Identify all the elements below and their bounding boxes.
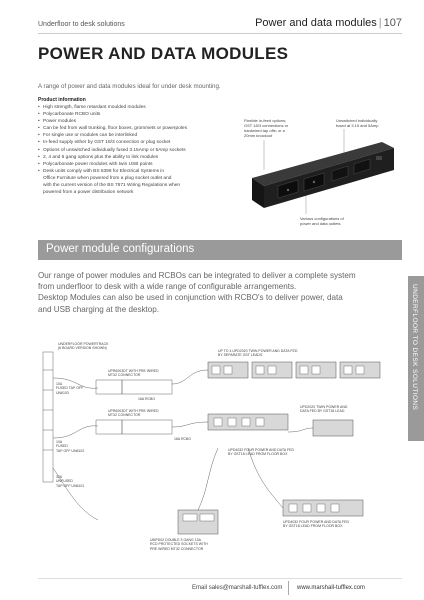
socket-face [183, 514, 197, 521]
label-rcbo-mid [108, 409, 159, 418]
callout-line-text: fused at 3.15 and 5Amp [336, 123, 379, 128]
rcbo-unit [96, 380, 122, 394]
twin-module [313, 420, 353, 436]
socket-face [256, 366, 264, 374]
callout-line-text: Unswitched individually [336, 118, 378, 123]
section-title: Power module configurations [46, 243, 195, 255]
socket-face [312, 366, 320, 374]
paragraph-line: from underfloor to desk with a wide range of configurable arrangements. [38, 282, 297, 292]
label-line: UNFUSED [56, 479, 73, 484]
rcbo-body [122, 420, 172, 434]
socket-face [331, 504, 339, 512]
socket-face [344, 366, 352, 374]
header-section: Underfloor to desk solutions [38, 21, 125, 28]
socket-pin [287, 189, 289, 191]
header-title: Power and data modules [255, 17, 377, 29]
cable [172, 370, 208, 384]
intro-text: A range of power and data modules ideal for under desk mounting. [38, 83, 221, 90]
label-rcbo-top [108, 369, 159, 378]
double-socket-module [178, 510, 218, 534]
label-line: UPD4032 FOUR POWER AND DATA FED [228, 448, 294, 452]
label-line: MT32 CONNECTOR [108, 373, 141, 378]
socket-face [214, 418, 222, 426]
page-number: 107 [383, 17, 402, 29]
label-line: UPD4032 FOUR POWER AND DATA FED [283, 520, 349, 524]
label-tapoff-3 [56, 475, 84, 488]
list-item-continuation: Office Furniture when powered from a plug socket outlet and [43, 175, 172, 181]
label-line: BY SEPARATE GST LEADS [218, 353, 263, 358]
label-line: UPR6003DT WITH PRE WIRED [108, 369, 159, 373]
product-info-heading: Product information [38, 97, 86, 103]
paragraph-line: Our range of power modules and RCBOs can be integrated to deliver a complete system [38, 271, 356, 280]
label-line: BY GST18 LEAD FROM FLOOR BOX [283, 524, 343, 529]
label-powertrack [58, 342, 109, 351]
list-item: • Polycarbonate power modules with twin USB points [38, 161, 243, 168]
list-item: • For single use or modules can be interlinked [38, 132, 243, 139]
footer-separator [288, 581, 289, 595]
label-line: PRE WIRED MT32 CONNECTOR [150, 546, 204, 551]
section-title-bar [38, 240, 402, 260]
section-description [38, 270, 402, 315]
socket-face [242, 418, 250, 426]
list-item: • In-feed supply either by GST 18/3 connection or plug socket [38, 139, 243, 146]
header-divider [38, 33, 402, 34]
socket-face [256, 418, 264, 426]
list-item-continuation: powered from a power distribution network [43, 190, 134, 196]
rcbo-body [122, 380, 172, 394]
label-line: UPD2020 TWIN POWER AND [300, 405, 348, 409]
label-twin-top [218, 349, 297, 358]
list-item: • Polycarbonate RCBO units [38, 111, 243, 118]
socket-face [228, 418, 236, 426]
callout-line-text: 20mm knockout [244, 133, 273, 138]
product-image-area [244, 110, 402, 230]
label-line: TAP OFF UN6102 [56, 448, 85, 453]
cable [288, 428, 313, 432]
label-line: UNDERFLOOR POWERTRACK [58, 342, 109, 346]
label-line: 10A [56, 440, 63, 444]
label-line: FUSED TAP OFF [56, 386, 84, 391]
side-tab-label: UNDERFLOOR TO DESK SOLUTIONS [411, 284, 418, 411]
list-item: • High strength, flame retardant moulded modules [38, 104, 243, 111]
email-link[interactable]: sales@marshall-tufflex.com [208, 585, 283, 591]
label-line: UN6103 [56, 390, 69, 395]
label-line: 10A [56, 382, 63, 386]
list-item: • 2, 4 and 6 gang options plus the ability to link modules [38, 154, 243, 161]
list-item: • Power modules [38, 118, 243, 125]
label-line: 32A [56, 475, 63, 479]
label-line: DATA FED BY GST18 LEAD [300, 409, 345, 414]
paragraph-line: Desktop Modules can also be used in conjunction with RCBO's to deliver power, data [38, 293, 343, 303]
powertrack [43, 352, 53, 482]
cable [53, 426, 98, 438]
socket-face [300, 366, 308, 374]
socket-face [356, 366, 364, 374]
label-line: UPR6003DT WITH PRE WIRED [108, 409, 159, 413]
label-four-bottom [283, 520, 349, 529]
product-info-list [38, 104, 243, 196]
usb-port [376, 156, 382, 160]
socket-face [317, 504, 325, 512]
list-item: • Desk units comply with BS 6396 for Electrical Systems in [38, 168, 243, 175]
label-double [150, 538, 208, 551]
callout-line-text: Various configurations of [300, 216, 344, 221]
footer-divider [38, 578, 402, 579]
callout-line-text: Flexible in-feed options; [244, 118, 287, 123]
label-line: FUSED [56, 444, 68, 449]
page-title: POWER AND DATA MODULES [38, 44, 289, 63]
socket-face [268, 366, 276, 374]
footer-email [192, 585, 282, 591]
label-line: (6 BOARD VERSION SHOWN) [58, 346, 107, 351]
label-tapoff-2 [56, 440, 84, 453]
list-item-continuation: with the current version of the BS 7671 Wiring Regulations when [43, 183, 181, 189]
email-label: Email [192, 585, 208, 591]
label-line: RCD PROTECTED SOCKETS WITH [150, 542, 208, 547]
paragraph-line: and USB charging at the desktop. [38, 304, 160, 314]
rcbo-unit [96, 420, 122, 434]
socket-face [212, 366, 220, 374]
label-rcbo-16a-2: 16A RCBO [174, 437, 192, 441]
side-tab [408, 276, 424, 441]
label-tapoff-1 [56, 382, 83, 395]
socket-face [224, 366, 232, 374]
socket-face [200, 514, 214, 521]
header-separator: | [378, 17, 382, 29]
socket-pin [313, 181, 315, 183]
callout-line-text: hardwired tap offs; or a [244, 128, 285, 133]
callout-line-text: GST 18/3 connections or [244, 123, 289, 128]
cable [172, 422, 208, 427]
callout-line-text: power and data outlets [300, 221, 341, 226]
label-line: BY GST18 LEAD FROM FLOOR BOX [228, 452, 288, 457]
list-item: • Options of unswitched individually fused 3.15Amp or 5Amp sockets [38, 147, 243, 154]
cable [198, 448, 218, 510]
website-link[interactable]: www.marshall-tufflex.com [297, 585, 365, 591]
header-title-block [255, 17, 402, 29]
label-four-mid [228, 448, 294, 457]
label-line: TAP OFF UN6101 [56, 483, 85, 488]
label-rcbo-16a-1: 16A RCBO [138, 397, 156, 401]
power-module-illustration [244, 110, 402, 216]
list-item: • Can be fed from wall trunking, floor boxes, grommets or powerpoles [38, 125, 243, 132]
diagram-drawing [38, 340, 402, 570]
configuration-diagram [38, 340, 402, 570]
label-line: MT32 CONNECTOR [108, 413, 141, 418]
label-line: UP TO 4 UPD2020 TWIN POWER AND DATA FED [218, 349, 298, 353]
cable [248, 448, 283, 508]
page-header [0, 0, 424, 40]
callout-various [300, 216, 344, 226]
label-line: UMPD02 DOUBLE 3 GANG 13A [150, 538, 201, 542]
label-twin-right [300, 405, 347, 414]
socket-face [303, 504, 311, 512]
socket-face [289, 504, 297, 512]
